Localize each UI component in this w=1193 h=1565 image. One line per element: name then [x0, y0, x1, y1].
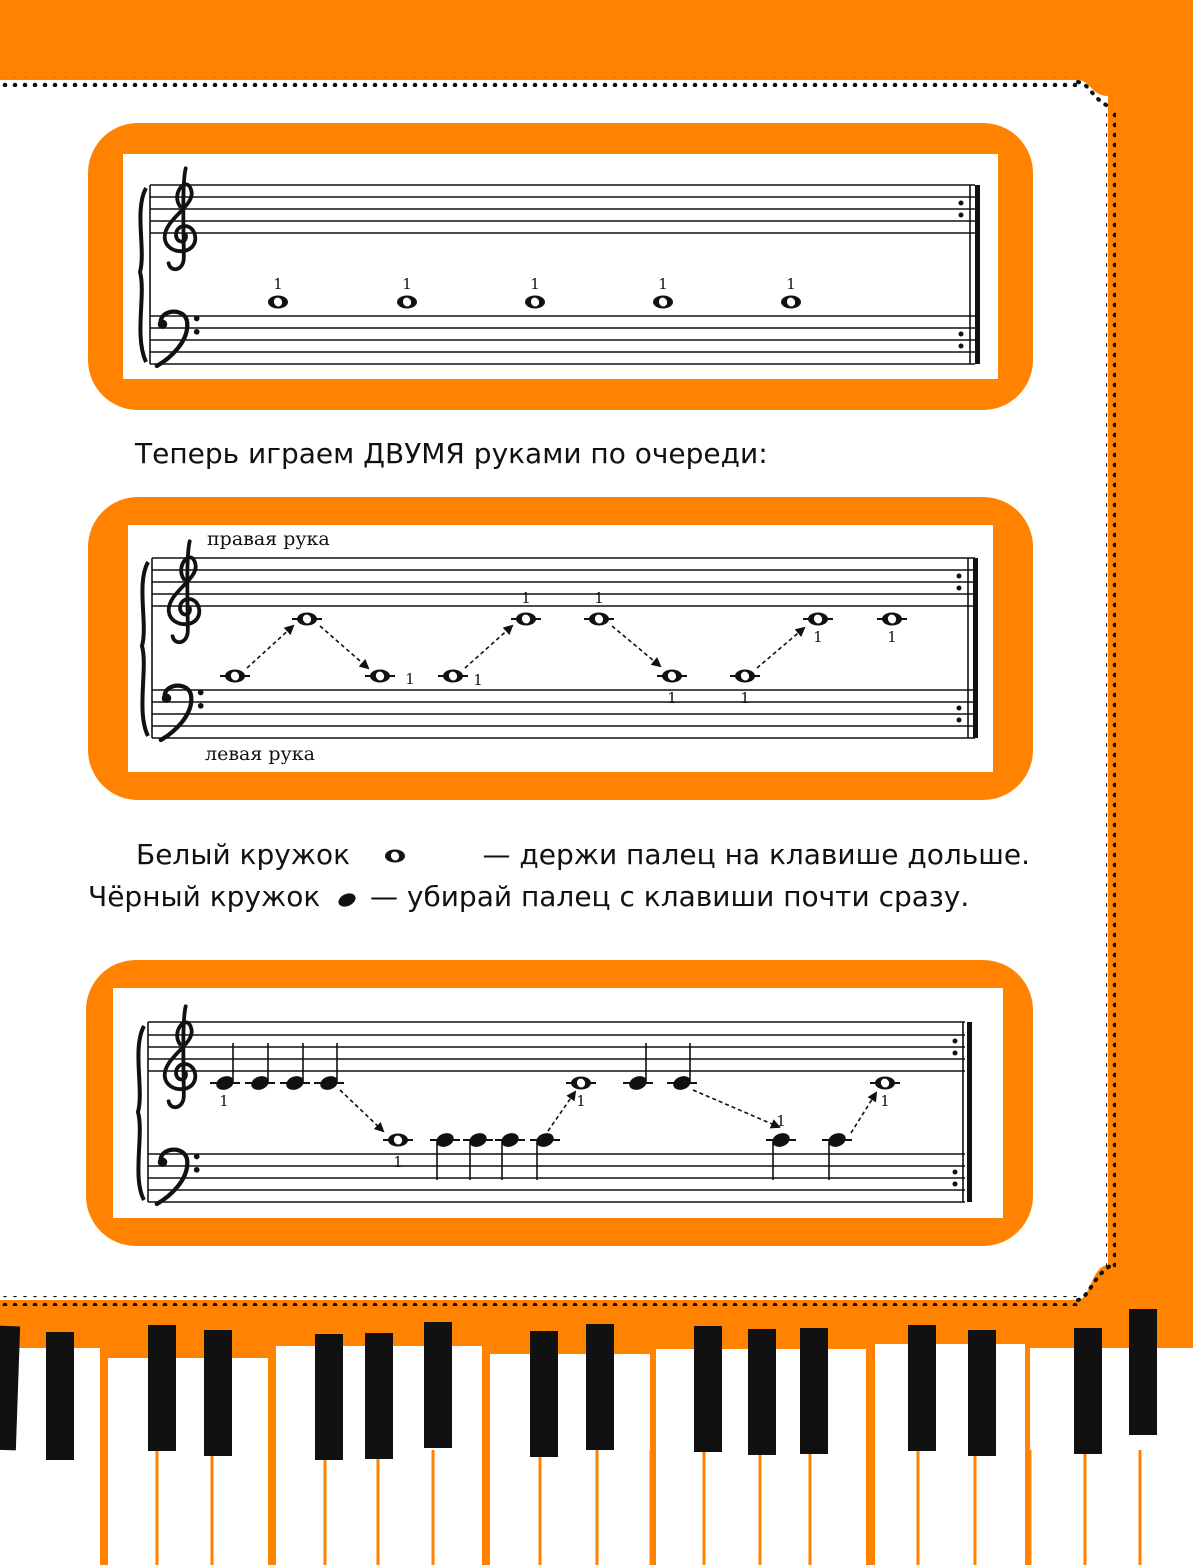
- finger-number: 1: [776, 1112, 786, 1130]
- black-note-label: Чёрный кружок: [88, 880, 321, 913]
- white-note-icon: [380, 846, 410, 866]
- piano-keyboard-illustration: [0, 1309, 1193, 1565]
- left-hand-label: левая рука: [205, 743, 315, 765]
- finger-number: 1: [521, 589, 531, 607]
- exercise-1-frame: [88, 123, 1033, 410]
- finger-number: 1: [813, 628, 823, 646]
- finger-number: 1: [887, 628, 897, 646]
- finger-number: 1: [393, 1153, 403, 1171]
- finger-number: 1: [219, 1092, 229, 1110]
- finger-number: 1: [530, 275, 540, 293]
- finger-number: 1: [273, 275, 283, 293]
- finger-number: 1: [576, 1092, 586, 1110]
- finger-number: 1: [658, 275, 668, 293]
- finger-number: 1: [473, 671, 483, 689]
- right-hand-label: правая рука: [207, 528, 330, 550]
- finger-number: 1: [740, 689, 750, 707]
- white-note-rule: — держи палец на клавише дольше.: [482, 838, 1030, 871]
- black-note-rule: — убирай палец с клавиши почти сразу.: [370, 880, 970, 913]
- finger-number: 1: [880, 1092, 890, 1110]
- white-note-label: Белый кружок: [136, 838, 351, 871]
- black-note-icon: [334, 890, 360, 910]
- intro-text: Теперь играем ДВУМЯ руками по очереди:: [135, 437, 768, 470]
- finger-number: 1: [594, 589, 604, 607]
- finger-number: 1: [667, 689, 677, 707]
- finger-number: 1: [786, 275, 796, 293]
- finger-number: 1: [402, 275, 412, 293]
- finger-number: 1: [405, 670, 415, 688]
